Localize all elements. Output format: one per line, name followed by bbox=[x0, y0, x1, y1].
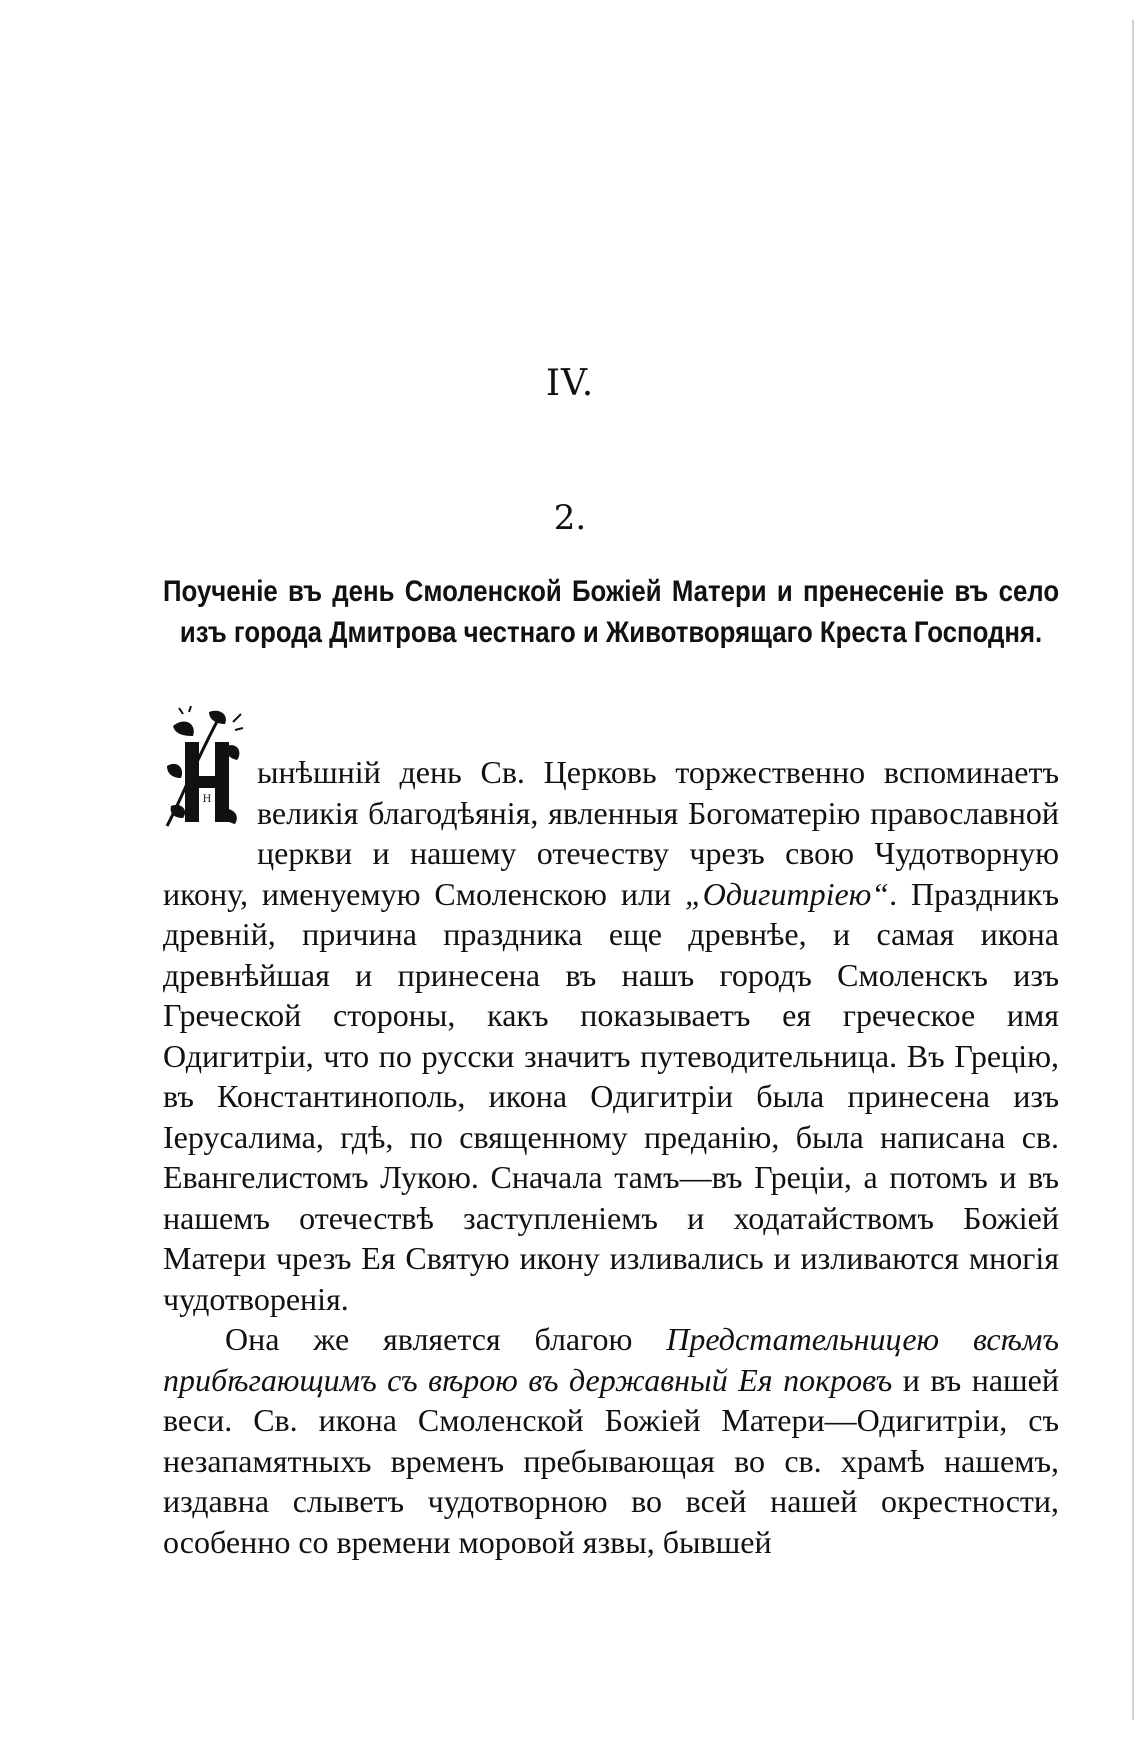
paragraph-1-quote: „Одигитріею“ bbox=[684, 875, 890, 912]
dropcap-letter-text: Н bbox=[202, 794, 212, 805]
paragraph-2-start: Она же является благою bbox=[225, 1321, 667, 1357]
paragraph-2 bbox=[163, 1319, 1059, 1562]
paragraph-1 bbox=[163, 752, 1059, 1319]
sermon-title: Поученіе въ день Смоленской Божіей Матери и пренесеніе въ село изъ города Дмитрова честнаго и Животворящаго Креста Господня. bbox=[163, 575, 1060, 649]
paragraph-1-rest: . Праздникъ древній, причина праздника еще древнѣе, и самая икона древнѣйшая и принесена въ нашъ городъ Смоленскъ изъ Греческой стороны, какъ показываетъ ея греческое имя Одигитріи, что по русски значитъ путеводительница. Въ Грецію, въ Константинополь, икона Одигитріи была принесена изъ Іерусалима, гдѣ, по священному преданію, была написана св. Евангелистомъ Лукою. Сначала тамъ—въ Греціи, а потомъ и въ нашемъ отечествѣ заступленіемъ и ходатайствомъ Божіей Матери чрезъ Ея Святую икону изливались и изливаются многія чудотворенія. bbox=[163, 875, 1059, 1317]
paragraph-2-italic: Предстательницею всѣмъ прибѣгающимъ съ вѣрою въ державный Ея покровъ bbox=[163, 1321, 1060, 1398]
sub-number: 2. bbox=[553, 498, 587, 538]
body-text bbox=[163, 752, 1059, 1562]
paragraph-2-rest: и въ нашей веси. Св. икона Смоленской Божіей Матери—Одигитріи, съ незапамятныхъ временъ пребывающая во св. храмѣ нашемъ, издавна слыветъ чудотворною во всей нашей окрестности, особенно со времени моровой язвы, бывшей bbox=[163, 1361, 1060, 1560]
section-number: IV. bbox=[545, 363, 595, 404]
paragraph-1-text: ынѣшній день Св. Церковь торжественно вспоминаетъ великія благодѣянія, явленныя Богоматерію православной церкви и нашему отечеству чрезъ свою Чудотворную икону, именуемую Смоленскою или bbox=[163, 754, 1059, 912]
dropcap-letter bbox=[163, 706, 245, 834]
page-edge bbox=[1132, 20, 1134, 1720]
ornamental-dropcap bbox=[163, 706, 245, 834]
